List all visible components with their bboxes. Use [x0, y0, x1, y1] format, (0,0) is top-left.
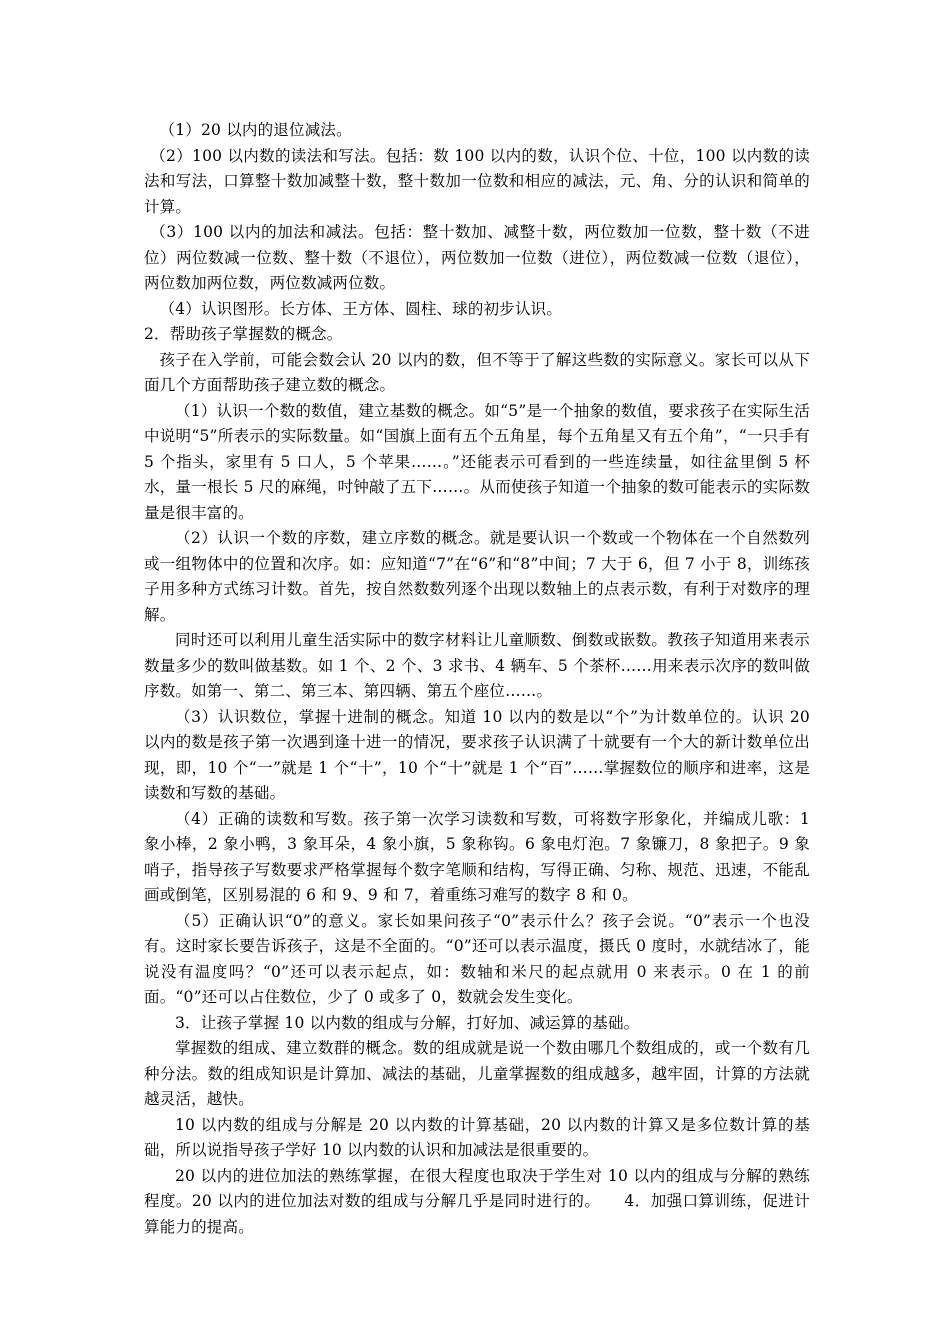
paragraph-14: 掌握数的组成、建立数群的概念。数的组成就是说一个数由哪几个数组成的，或一个数有几种分法。数的组成知识是计算加、减法的基础，儿童掌握数的组成越多，越牢固，计算的方法就越灵活，越快。: [144, 1039, 810, 1108]
paragraph-9: 同时还可以利用儿童生活实际中的数字材料让儿童顺数、倒数或嵌数。教孩子知道用来表示数量多少的数叫做基数。如 1 个、2 个、3 求书、4 辆车、5 个茶杯……用来表示次序的数叫做序数。如第一、第二、第三本、第四辆、第五个座位……。: [144, 631, 810, 700]
paragraph-7: （1）认识一个数的数值，建立基数的概念。如“5”是一个抽象的数值，要求孩子在实际生活中说明“5”所表示的实际数量。如“国旗上面有五个五角星，每个五角星又有五个角”，“一只手有 5 个指头，家里有 5 口人，5 个苹果……。”还能表示可看到的一些连续量，如往盆里倒 5 杯水，量一根长 5 尺的麻绳，吋钟敲了五下……。从而使孩子知道一个抽象的数可能表示的实际数量是很丰富的。: [144, 401, 810, 522]
section-heading-2: 2．帮助孩子掌握数的概念。: [144, 325, 343, 343]
paragraph-6: 孩子在入学前，可能会数会认 20 以内的数，但不等于了解这些数的实际意义。家长可以从下面几个方面帮助孩子建立数的概念。: [144, 350, 810, 394]
section-heading-3: 3．让孩子掌握 10 以内数的组成与分解，打好加、减运算的基础。: [175, 1013, 640, 1032]
paragraph-12: （5）正确认识“0”的意义。家长如果问孩子“0”表示什么？孩子会说。“0”表示一个也没有。这时家长要告诉孩子，这是不全面的。“0”还可以表示温度，摄氏 0 度时，水就结冰了，能说没有温度吗？“0”还可以表示起点，如：数轴和米尺的起点就用 0 来表示。0 在 1 的前面。“0”还可以占住数位，少了 0 或多了 0，数就会发生变化。: [144, 911, 810, 1006]
paragraph-16: 20 以内的进位加法的熟练掌握，在很大程度也取决于学生对 10 以内的组成与分解的熟练程度。20 以内的进位加法对数的组成与分解几乎是同时进行的。 4．加强口算训练，促进计算能力的提高。: [144, 1166, 810, 1236]
paragraph-1: （1）20 以内的退位减法。: [159, 121, 352, 139]
paragraph-4: （4）认识图形。长方体、王方体、圆柱、球的初步认识。: [159, 299, 563, 318]
paragraph-15: 10 以内数的组成与分解是 20 以内数的计算基础，20 以内数的计算又是多位数计算的基础，所以说指导孩子学好 10 以内数的认识和加减法是很重要的。: [144, 1115, 810, 1159]
paragraph-2: （2）100 以内数的读法和写法。包括：数 100 以内的数，认识个位、十位，100 以内数的读法和写法，口算整十数加减整十数，整十数加一位数和相应的减法，元、角、分的认识和简单的计算。: [144, 146, 810, 216]
paragraph-10: （3）认识数位，掌握十进制的概念。知道 10 以内的数是以“个”为计数单位的。认识 20 以内的数是孩子第一次遇到逢十进一的情况，要求孩子认识满了十就要有一个大的新计数单位出现，即，10 个“一”就是 1 个“十”，10 个“十”就是 1 个“百”……掌握数位的顺序和进率，这是读数和写数的基础。: [144, 707, 810, 802]
paragraph-3: （3）100 以内的加法和减法。包括：整十数加、减整十数，两位数加一位数，整十数（不进位）两位数减一位数、整十数（不退位），两位数加一位数（进位），两位数减一位数（退位），两位数加两位数，两位数减两位数。: [144, 223, 810, 292]
paragraph-8: （2）认识一个数的序数，建立序数的概念。就是要认识一个数或一个物体在一个自然数列或一组物体中的位置和次序。如：应知道“7”在“6”和“8”中间；7 大于 6，但 7 小于 8，训练孩子用多种方式练习计数。首先，按自然数数列逐个出现以数轴上的点表示数，有利于对数序的理解。: [144, 529, 810, 624]
document-body: [144, 118, 810, 1240]
paragraph-11: （4）正确的读数和写数。孩子第一次学习读数和写数，可将数字形象化，并编成儿歌：1 象小棒，2 象小鸭，3 象耳朵，4 象小旗，5 象称钩。6 象电灯泡。7 象镰刀，8 象把子。9 象哨子，指导孩子写数要求严格掌握每个数字笔顺和结构，写得正确、匀称、规范、迅速，不能乱画或倒笔，区别易混的 6 和 9、9 和 7，着重练习难写的数字 8 和 0。: [144, 809, 810, 904]
